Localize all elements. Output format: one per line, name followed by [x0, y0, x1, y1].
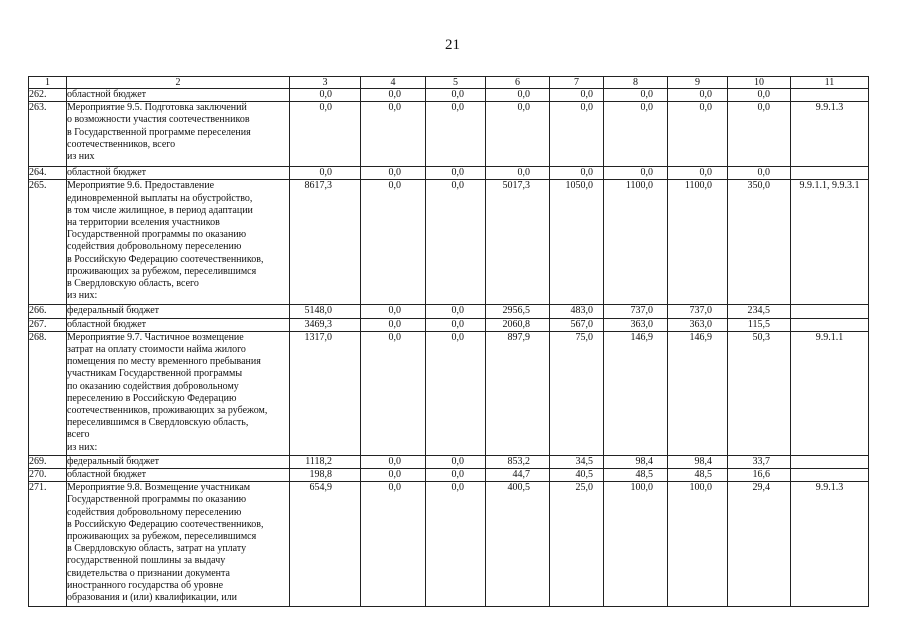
item-description-cell: [67, 482, 290, 607]
page-number: 21: [445, 37, 460, 53]
item-description-line: о возможности участия соотечественников: [67, 114, 250, 126]
amount-cell-col-8: 0,0: [604, 102, 668, 167]
reference-cell: [791, 318, 869, 331]
amount-cell-col-9: 0,0: [668, 89, 728, 102]
reference-cell: [791, 167, 869, 180]
header-cell-6: 6: [486, 77, 550, 89]
table-body: [29, 89, 869, 607]
amount-cell-col-6: 5017,3: [486, 180, 550, 305]
table-row: [29, 331, 869, 455]
amount-cell-col-8: 0,0: [604, 167, 668, 180]
item-description-line: единовременной выплаты на обустройство,: [67, 192, 253, 204]
item-description-line: иностранного государства об уровне: [67, 579, 224, 591]
amount-cell-col-6: 0,0: [486, 89, 550, 102]
amount-cell-col-4: 0,0: [361, 102, 426, 167]
reference-cell: 9.9.1.3: [791, 482, 869, 607]
amount-cell-col-10: 115,5: [728, 318, 791, 331]
amount-cell-col-9: 737,0: [668, 305, 728, 318]
item-description-cell: [67, 180, 290, 305]
row-number-cell: 271.: [29, 482, 67, 607]
amount-cell-col-5: 0,0: [426, 305, 486, 318]
amount-cell-col-10: 29,4: [728, 482, 791, 607]
amount-cell-col-10: 350,0: [728, 180, 791, 305]
table-header: [29, 77, 869, 89]
amount-cell-col-5: 0,0: [426, 482, 486, 607]
header-cell-7: 7: [550, 77, 604, 89]
row-number-cell: 262.: [29, 89, 67, 102]
table-row: [29, 455, 869, 468]
amount-cell-col-5: 0,0: [426, 469, 486, 482]
item-description-line: соотечественников, проживающих за рубежом,: [67, 405, 268, 417]
amount-cell-col-6: 0,0: [486, 167, 550, 180]
item-description-line: в Российскую Федерацию соотечественников,: [67, 253, 264, 265]
table-row: [29, 89, 869, 102]
amount-cell-col-3: 198,8: [290, 469, 361, 482]
item-description-line: в Российскую Федерацию соотечественников,: [67, 518, 264, 530]
item-description-line: из них: [67, 151, 95, 163]
item-description-cell: [67, 89, 290, 102]
item-description-line: затрат на оплату стоимости найма жилого: [67, 344, 246, 356]
amount-cell-col-5: 0,0: [426, 180, 486, 305]
amount-cell-col-3: 0,0: [290, 167, 361, 180]
item-description-line: Мероприятие 9.7. Частичное возмещение: [67, 331, 244, 343]
item-description-line: всего: [67, 429, 90, 441]
reference-cell: 9.9.1.1, 9.9.3.1: [791, 180, 869, 305]
amount-cell-col-10: 0,0: [728, 89, 791, 102]
amount-cell-col-7: 40,5: [550, 469, 604, 482]
amount-cell-col-9: 48,5: [668, 469, 728, 482]
amount-cell-col-4: 0,0: [361, 331, 426, 455]
table-row: [29, 305, 869, 318]
item-description-line: Мероприятие 9.6. Предоставление: [67, 180, 215, 192]
amount-cell-col-4: 0,0: [361, 305, 426, 318]
amount-cell-col-9: 98,4: [668, 455, 728, 468]
amount-cell-col-9: 363,0: [668, 318, 728, 331]
item-description-cell: [67, 331, 290, 455]
amount-cell-col-3: 0,0: [290, 102, 361, 167]
item-description-line: Мероприятие 9.8. Возмещение участникам: [67, 482, 251, 494]
row-number-cell: 263.: [29, 102, 67, 167]
item-description-line: переселению в Российскую Федерацию: [67, 392, 237, 404]
item-description-line: из них:: [67, 441, 98, 453]
reference-cell: 9.9.1.3: [791, 102, 869, 167]
budget-table: [28, 76, 869, 607]
amount-cell-col-10: 0,0: [728, 167, 791, 180]
amount-cell-col-8: 737,0: [604, 305, 668, 318]
reference-cell: [791, 89, 869, 102]
item-description-line: на территории вселения участников: [67, 217, 220, 229]
amount-cell-col-4: 0,0: [361, 469, 426, 482]
row-number-cell: 270.: [29, 469, 67, 482]
header-row: [29, 77, 869, 89]
reference-cell: [791, 469, 869, 482]
table-row: [29, 469, 869, 482]
row-number-cell: 264.: [29, 167, 67, 180]
amount-cell-col-7: 0,0: [550, 167, 604, 180]
amount-cell-col-7: 567,0: [550, 318, 604, 331]
amount-cell-col-6: 0,0: [486, 102, 550, 167]
amount-cell-col-10: 16,6: [728, 469, 791, 482]
amount-cell-col-3: 654,9: [290, 482, 361, 607]
header-cell-8: 8: [604, 77, 668, 89]
item-description-line: в Свердловскую область, затрат на уплату: [67, 543, 247, 555]
table-row: [29, 102, 869, 167]
amount-cell-col-10: 0,0: [728, 102, 791, 167]
amount-cell-col-6: 2956,5: [486, 305, 550, 318]
header-cell-9: 9: [668, 77, 728, 89]
header-cell-5: 5: [426, 77, 486, 89]
item-description-line: проживающих за рубежом, переселившимся: [67, 531, 257, 543]
amount-cell-col-7: 483,0: [550, 305, 604, 318]
amount-cell-col-6: 853,2: [486, 455, 550, 468]
amount-cell-col-5: 0,0: [426, 455, 486, 468]
item-description-line: федеральный бюджет: [67, 455, 160, 467]
amount-cell-col-3: 1118,2: [290, 455, 361, 468]
amount-cell-col-7: 1050,0: [550, 180, 604, 305]
item-description-line: участникам Государственной программы: [67, 368, 243, 380]
item-description-line: областной бюджет: [67, 89, 147, 100]
table-row: [29, 482, 869, 607]
table-row: [29, 167, 869, 180]
amount-cell-col-5: 0,0: [426, 331, 486, 455]
item-description-line: образования и (или) квалификации, или: [67, 592, 237, 604]
amount-cell-col-6: 44,7: [486, 469, 550, 482]
amount-cell-col-9: 0,0: [668, 167, 728, 180]
item-description-cell: [67, 455, 290, 468]
table-row: [29, 180, 869, 305]
amount-cell-col-9: 1100,0: [668, 180, 728, 305]
amount-cell-col-4: 0,0: [361, 89, 426, 102]
item-description-line: государственной пошлины за выдачу: [67, 555, 226, 567]
item-description-line: в том числе жилищное, в период адаптации: [67, 204, 253, 216]
amount-cell-col-5: 0,0: [426, 167, 486, 180]
item-description-line: Мероприятие 9.5. Подготовка заключений: [67, 102, 247, 114]
amount-cell-col-5: 0,0: [426, 89, 486, 102]
item-description-line: областной бюджет: [67, 167, 147, 179]
item-description-line: Государственной программы по оказанию: [67, 494, 247, 506]
amount-cell-col-9: 100,0: [668, 482, 728, 607]
amount-cell-col-8: 0,0: [604, 89, 668, 102]
amount-cell-col-7: 0,0: [550, 89, 604, 102]
item-description-cell: [67, 469, 290, 482]
item-description-line: содействия добровольному переселению: [67, 241, 242, 253]
item-description-line: в Свердловскую область, всего: [67, 278, 199, 290]
header-cell-11: 11: [791, 77, 869, 89]
item-description-line: свидетельства о признании документа: [67, 567, 230, 579]
amount-cell-col-4: 0,0: [361, 318, 426, 331]
amount-cell-col-10: 234,5: [728, 305, 791, 318]
item-description-line: содействия добровольному переселению: [67, 506, 242, 518]
amount-cell-col-9: 0,0: [668, 102, 728, 167]
item-description-cell: [67, 318, 290, 331]
header-cell-4: 4: [361, 77, 426, 89]
item-description-line: Государственной программы по оказанию: [67, 229, 247, 241]
amount-cell-col-8: 100,0: [604, 482, 668, 607]
amount-cell-col-8: 48,5: [604, 469, 668, 482]
row-number-cell: 267.: [29, 318, 67, 331]
amount-cell-col-3: 1317,0: [290, 331, 361, 455]
amount-cell-col-4: 0,0: [361, 455, 426, 468]
amount-cell-col-6: 2060,8: [486, 318, 550, 331]
amount-cell-col-3: 8617,3: [290, 180, 361, 305]
item-description-cell: [67, 305, 290, 318]
header-cell-10: 10: [728, 77, 791, 89]
amount-cell-col-4: 0,0: [361, 167, 426, 180]
row-number-cell: 268.: [29, 331, 67, 455]
amount-cell-col-3: 0,0: [290, 89, 361, 102]
amount-cell-col-5: 0,0: [426, 102, 486, 167]
item-description-line: по оказанию содействия добровольному: [67, 380, 239, 392]
row-number-cell: 266.: [29, 305, 67, 318]
item-description-cell: [67, 102, 290, 167]
item-description-line: областной бюджет: [67, 318, 147, 330]
item-description-line: проживающих за рубежом, переселившимся: [67, 265, 257, 277]
amount-cell-col-6: 897,9: [486, 331, 550, 455]
amount-cell-col-5: 0,0: [426, 318, 486, 331]
header-cell-2: 2: [67, 77, 290, 89]
item-description-line: областной бюджет: [67, 469, 147, 481]
item-description-line: соотечественников, всего: [67, 138, 176, 150]
table-row: [29, 318, 869, 331]
amount-cell-col-4: 0,0: [361, 482, 426, 607]
item-description-line: из них:: [67, 290, 98, 302]
amount-cell-col-3: 5148,0: [290, 305, 361, 318]
header-cell-3: 3: [290, 77, 361, 89]
amount-cell-col-6: 400,5: [486, 482, 550, 607]
item-description-line: в Государственной программе переселения: [67, 126, 251, 138]
reference-cell: [791, 455, 869, 468]
item-description-cell: [67, 167, 290, 180]
amount-cell-col-8: 146,9: [604, 331, 668, 455]
amount-cell-col-8: 98,4: [604, 455, 668, 468]
item-description-line: федеральный бюджет: [67, 305, 160, 317]
amount-cell-col-8: 1100,0: [604, 180, 668, 305]
item-description-line: помещения по месту временного пребывания: [67, 356, 261, 368]
amount-cell-col-7: 75,0: [550, 331, 604, 455]
amount-cell-col-7: 25,0: [550, 482, 604, 607]
reference-cell: 9.9.1.1: [791, 331, 869, 455]
amount-cell-col-9: 146,9: [668, 331, 728, 455]
amount-cell-col-8: 363,0: [604, 318, 668, 331]
row-number-cell: 269.: [29, 455, 67, 468]
row-number-cell: 265.: [29, 180, 67, 305]
amount-cell-col-7: 34,5: [550, 455, 604, 468]
amount-cell-col-7: 0,0: [550, 102, 604, 167]
amount-cell-col-10: 50,3: [728, 331, 791, 455]
item-description-line: переселившимся в Свердловскую область,: [67, 417, 249, 429]
amount-cell-col-10: 33,7: [728, 455, 791, 468]
amount-cell-col-4: 0,0: [361, 180, 426, 305]
reference-cell: [791, 305, 869, 318]
header-cell-1: 1: [29, 77, 67, 89]
amount-cell-col-3: 3469,3: [290, 318, 361, 331]
